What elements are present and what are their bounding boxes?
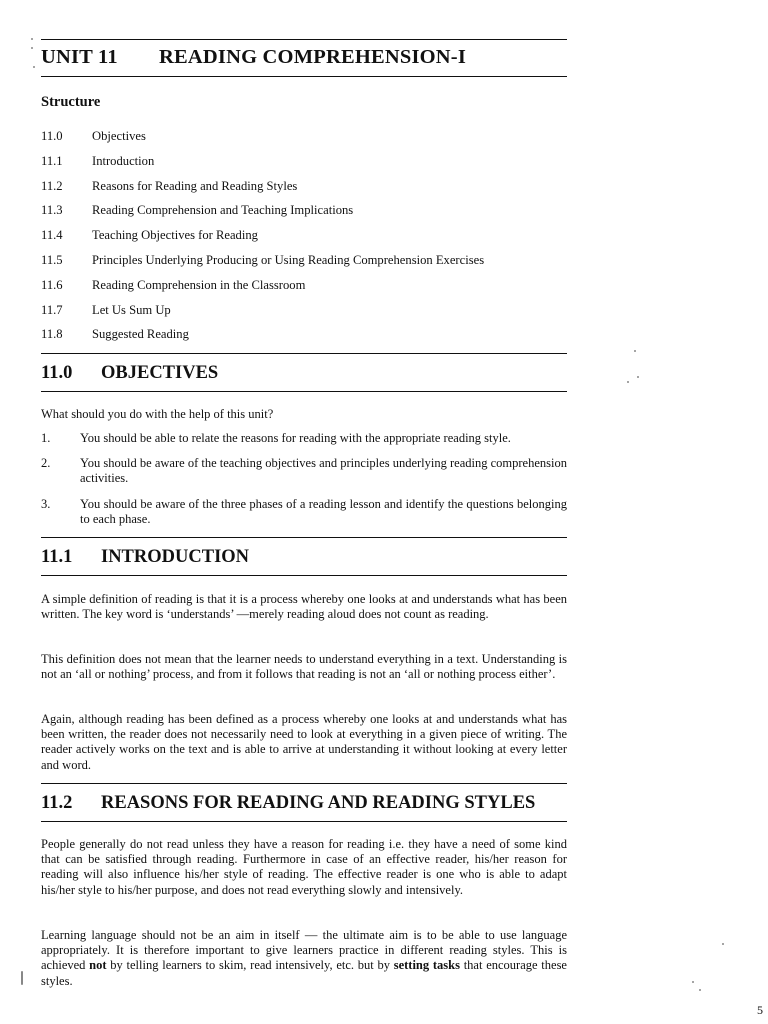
structure-heading: Structure bbox=[41, 94, 101, 110]
structure-item-label: Reading Comprehension and Teaching Implications bbox=[92, 203, 354, 218]
objective-number: 1. bbox=[41, 431, 51, 445]
introduction-paragraph: This definition does not mean that the learner needs to understand everything in a text. Understanding is not an ‘all or nothing’ process, and from it follows that reading is not an ‘all or nothing process either’. bbox=[41, 652, 567, 682]
structure-item bbox=[41, 129, 567, 154]
text-run: by telling learners to skim, read intensively, etc. but by bbox=[106, 958, 394, 973]
section-rule bbox=[41, 537, 567, 538]
structure-item bbox=[41, 303, 567, 328]
reasons-paragraph bbox=[41, 928, 567, 989]
introduction-heading bbox=[41, 547, 567, 568]
structure-item-label: Reading Comprehension in the Classroom bbox=[92, 277, 306, 292]
objectives-list bbox=[41, 431, 567, 527]
section-rule bbox=[41, 821, 567, 822]
scan-mark bbox=[21, 971, 23, 985]
structure-item bbox=[41, 154, 567, 179]
scan-speck bbox=[634, 350, 636, 352]
scan-speck bbox=[637, 376, 639, 378]
structure-item bbox=[41, 327, 567, 352]
objective-item bbox=[41, 431, 567, 446]
scan-speck bbox=[699, 989, 701, 991]
scan-speck bbox=[33, 66, 35, 68]
unit-heading bbox=[41, 46, 567, 69]
structure-item-label: Suggested Reading bbox=[92, 327, 189, 342]
introduction-paragraph: A simple definition of reading is that it is a process whereby one looks at and understands what has been written. The key word is ‘understands’ —merely reading aloud does not count as reading. bbox=[41, 592, 567, 622]
section-title: REASONS FOR READING AND READING STYLES bbox=[101, 793, 536, 813]
text-run: that encourage these styles. bbox=[41, 958, 567, 988]
structure-item bbox=[41, 179, 567, 204]
unit-title: READING COMPREHENSION-I bbox=[159, 46, 466, 68]
structure-item-label: Introduction bbox=[92, 153, 155, 168]
structure-item-number: 11.3 bbox=[41, 203, 63, 218]
structure-item-number: 11.5 bbox=[41, 252, 63, 267]
reasons-heading bbox=[41, 793, 567, 814]
section-rule bbox=[41, 353, 567, 354]
unit-number: UNIT 11 bbox=[41, 46, 118, 68]
emphasis-text: setting tasks bbox=[393, 958, 460, 973]
structure-item-number: 11.1 bbox=[41, 153, 63, 168]
structure-item bbox=[41, 203, 567, 228]
scan-speck bbox=[627, 381, 629, 383]
structure-item-number: 11.7 bbox=[41, 302, 63, 317]
structure-item-number: 11.8 bbox=[41, 327, 63, 342]
objectives-heading bbox=[41, 363, 567, 384]
scan-speck bbox=[692, 981, 694, 983]
objective-item bbox=[41, 497, 567, 527]
structure-item-label: Teaching Objectives for Reading bbox=[92, 228, 258, 243]
section-number: 11.1 bbox=[41, 547, 73, 567]
structure-item-label: Let Us Sum Up bbox=[92, 302, 171, 317]
section-title: OBJECTIVES bbox=[101, 363, 219, 383]
structure-list bbox=[41, 129, 567, 352]
section-rule bbox=[41, 783, 567, 784]
section-rule bbox=[41, 575, 567, 576]
structure-item-label: Principles Underlying Producing or Using Reading Comprehension Exercises bbox=[92, 252, 485, 267]
scan-speck bbox=[31, 47, 33, 49]
objective-text: You should be aware of the teaching objectives and principles underlying reading comprehension activities. bbox=[80, 456, 567, 486]
introduction-paragraph: Again, although reading has been defined as a process whereby one looks at and understands what has been written, the reader does not necessarily need to look at everything in a given piece of writing. The reader actively works on the text and is able to arrive at understanding it without looking at every letter and word. bbox=[41, 712, 567, 772]
scan-speck bbox=[722, 943, 724, 945]
reasons-paragraph: People generally do not read unless they have a reason for reading i.e. they have a need of some kind that can be satisfied through reading. Furthermore in case of an effective reader, his/her reason for reading will also influence his/her style of reading. The effective reader is one who is able to adapt his/her style to his/her purpose, and does not read everything slowly and intensively. bbox=[41, 837, 567, 897]
emphasis-text: not bbox=[89, 958, 107, 973]
section-number: 11.2 bbox=[41, 793, 73, 813]
structure-item-label: Objectives bbox=[92, 129, 146, 143]
objective-text: You should be able to relate the reasons for reading with the appropriate reading style. bbox=[80, 431, 511, 445]
text-run: Learning language should not be an aim in itself — the ultimate aim is to be able to use language appropriately. It is therefore important to give learners practice in different reading styles. This is achieved bbox=[41, 928, 567, 973]
objective-text: You should be aware of the three phases of a reading lesson and identify the questions belonging to each phase. bbox=[80, 496, 567, 526]
page-number: 5 bbox=[757, 1003, 763, 1017]
structure-item bbox=[41, 278, 567, 303]
section-title: INTRODUCTION bbox=[101, 547, 250, 567]
section-rule bbox=[41, 391, 567, 392]
objectives-intro: What should you do with the help of this unit? bbox=[41, 407, 274, 421]
structure-item-number: 11.6 bbox=[41, 277, 63, 292]
structure-item-number: 11.4 bbox=[41, 228, 63, 243]
scan-speck bbox=[31, 38, 33, 40]
section-number: 11.0 bbox=[41, 363, 73, 383]
structure-item bbox=[41, 253, 567, 278]
top-rule bbox=[41, 39, 567, 40]
structure-item-label: Reasons for Reading and Reading Styles bbox=[92, 178, 298, 193]
objective-number: 2. bbox=[41, 456, 51, 471]
objective-item bbox=[41, 456, 567, 486]
structure-item bbox=[41, 228, 567, 253]
structure-item-number: 11.0 bbox=[41, 129, 63, 143]
structure-item-number: 11.2 bbox=[41, 178, 63, 193]
unit-heading-rule bbox=[41, 76, 567, 77]
objective-number: 3. bbox=[41, 496, 51, 511]
